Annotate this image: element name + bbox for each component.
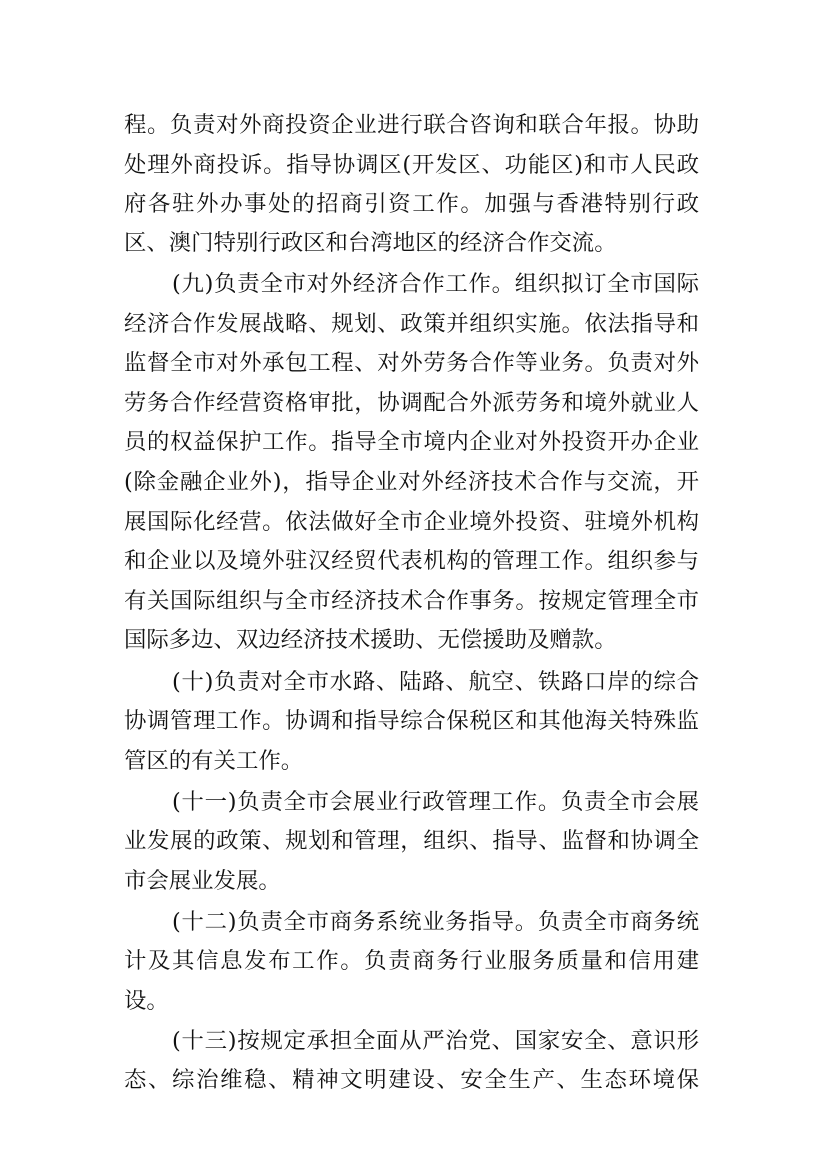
- paragraph-line: 区、澳门特别行政区和台湾地区的经济合作交流。: [124, 230, 617, 256]
- paragraph-line: (十二)负责全市商务系统业务指导。负责全市商务统: [172, 909, 699, 935]
- paragraph-line: 市会展业发展。: [124, 868, 281, 894]
- paragraph-line: 业发展的政策、规划和管理，组织、指导、监督和协调全: [124, 828, 699, 854]
- paragraph-line: 员的权益保护工作。指导全市境内企业对外投资开办企业: [124, 429, 699, 455]
- paragraph-line: 管区的有关工作。: [124, 748, 304, 774]
- paragraph-line: (除金融企业外)，指导企业对外经济技术合作与交流，开: [124, 469, 699, 495]
- paragraph-line: 协调管理工作。协调和指导综合保税区和其他海关特殊监: [124, 708, 699, 734]
- paragraph-line: (十三)按规定承担全面从严治党、国家安全、意识形: [172, 1028, 699, 1054]
- paragraph-line: 处理外商投诉。指导协调区(开发区、功能区)和市人民政: [124, 152, 699, 178]
- paragraph-line: 展国际化经营。依法做好全市企业境外投资、驻境外机构: [124, 509, 699, 535]
- paragraph-line: 计及其信息发布工作。负责商务行业服务质量和信用建: [124, 948, 699, 974]
- paragraph-line: 经济合作发展战略、规划、政策并组织实施。依法指导和: [124, 311, 699, 337]
- paragraph-line: 和企业以及境外驻汉经贸代表机构的管理工作。组织参与: [124, 548, 699, 574]
- paragraph-line: 有关国际组织与全市经济技术合作事务。按规定管理全市: [124, 588, 699, 614]
- paragraph-line: 程。负责对外商投资企业进行联合咨询和联合年报。协助: [124, 112, 699, 138]
- paragraph-line: (十)负责对全市水路、陆路、航空、铁路口岸的综合: [172, 669, 699, 695]
- paragraph-line: 国际多边、双边经济技术援助、无偿援助及赠款。: [124, 627, 617, 653]
- paragraph-line: 监督全市对外承包工程、对外劳务合作等业务。负责对外: [124, 350, 699, 376]
- paragraph-line: (十一)负责全市会展业行政管理工作。负责全市会展: [172, 789, 699, 815]
- paragraph-line: 劳务合作经营资格审批，协调配合外派劳务和境外就业人: [124, 390, 699, 416]
- paragraph-line: 态、综治维稳、精神文明建设、安全生产、生态环境保: [124, 1067, 699, 1093]
- paragraph-line: (九)负责全市对外经济合作工作。组织拟订全市国际: [172, 271, 699, 297]
- paragraph-line: 府各驻外办事处的招商引资工作。加强与香港特别行政: [124, 191, 699, 217]
- paragraph-line: 设。: [124, 988, 169, 1014]
